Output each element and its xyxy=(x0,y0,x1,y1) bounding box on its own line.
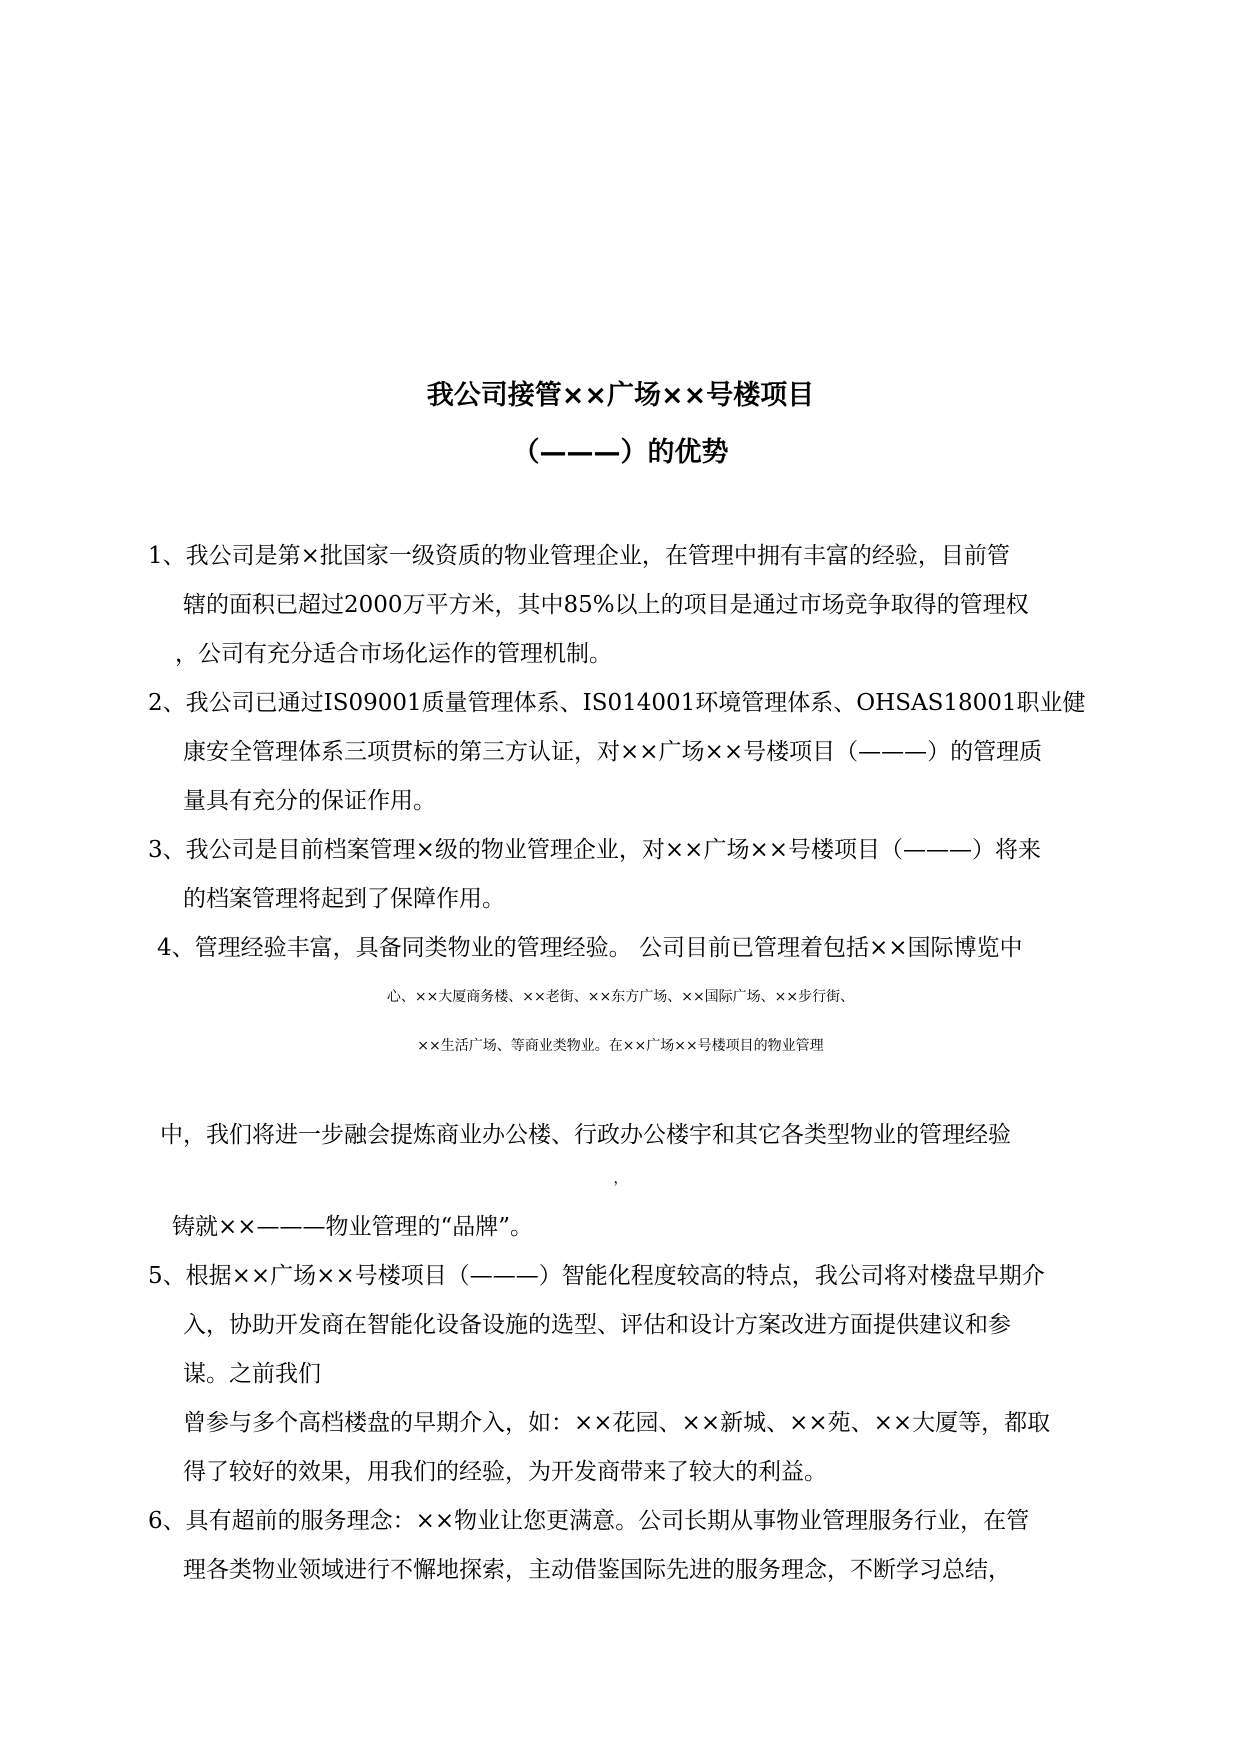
document-title-line-1: 我公司接管××广场××号楼项目 xyxy=(426,380,815,411)
paragraph-1-line-2: 辖的面积已超过2000万平方米，其中85%以上的项目是通过市场竞争取得的管理权 xyxy=(183,592,1029,618)
document-title-line-2: （———）的优势 xyxy=(512,437,729,468)
paragraph-5-line-1: 5、根据××广场××号楼项目（———）智能化程度较高的特点，我公司将对楼盘早期介 xyxy=(148,1263,1045,1289)
paragraph-6-line-1: 6、具有超前的服务理念：××物业让您更满意。公司长期从事物业管理服务行业，在管 xyxy=(148,1508,1030,1534)
paragraph-3-line-1: 3、我公司是目前档案管理×级的物业管理企业，对××广场××号楼项目（———）将来 xyxy=(148,837,1041,863)
paragraph-5-line-2: 入，协助开发商在智能化设备设施的选型、评估和设计方案改进方面提供建议和参 xyxy=(183,1312,1011,1338)
paragraph-4-line-3: ××生活广场、等商业类物业。在××广场××号楼项目的物业管理 xyxy=(417,1038,824,1054)
paragraph-5-line-5: 得了较好的效果，用我们的经验，为开发商带来了较大的利益。 xyxy=(183,1459,827,1485)
paragraph-4-line-6: 铸就××———物业管理的“品牌”。 xyxy=(172,1214,534,1240)
paragraph-2-line-3: 量具有充分的保证作用。 xyxy=(183,788,436,814)
paragraph-4-line-5: ， xyxy=(613,1171,628,1187)
paragraph-5-line-4: 曾参与多个高档楼盘的早期介入，如：××花园、××新城、××苑、××大厦等，都取 xyxy=(183,1410,1051,1436)
paragraph-1-line-1: 1、我公司是第×批国家一级资质的物业管理企业，在管理中拥有丰富的经验，目前管 xyxy=(148,543,1010,569)
paragraph-3-line-2: 的档案管理将起到了保障作用。 xyxy=(183,886,505,912)
paragraph-5-line-3: 谋。之前我们 xyxy=(183,1361,321,1387)
paragraph-4-line-4: 中，我们将进一步融会提炼商业办公楼、行政办公楼宇和其它各类型物业的管理经验 xyxy=(160,1122,1011,1148)
paragraph-1-line-3: ，公司有充分适合市场化运作的管理机制。 xyxy=(175,641,612,667)
paragraph-2-line-2: 康安全管理体系三项贯标的第三方认证，对××广场××号楼项目（———）的管理质 xyxy=(183,739,1043,765)
paragraph-6-line-2: 理各类物业领域进行不懈地探索，主动借鉴国际先进的服务理念，不断学习总结， xyxy=(183,1557,1011,1583)
paragraph-2-line-1: 2、我公司已通过IS09001质量管理体系、IS014001环境管理体系、OHSAS18001职业健 xyxy=(148,690,1086,716)
paragraph-4-line-1: 4、管理经验丰富，具备同类物业的管理经验。 公司目前已管理着包括××国际博览中 xyxy=(157,935,1023,961)
paragraph-4-line-2: 心、××大厦商务楼、××老街、××东方广场、××国际广场、××步行街、 xyxy=(386,989,855,1005)
